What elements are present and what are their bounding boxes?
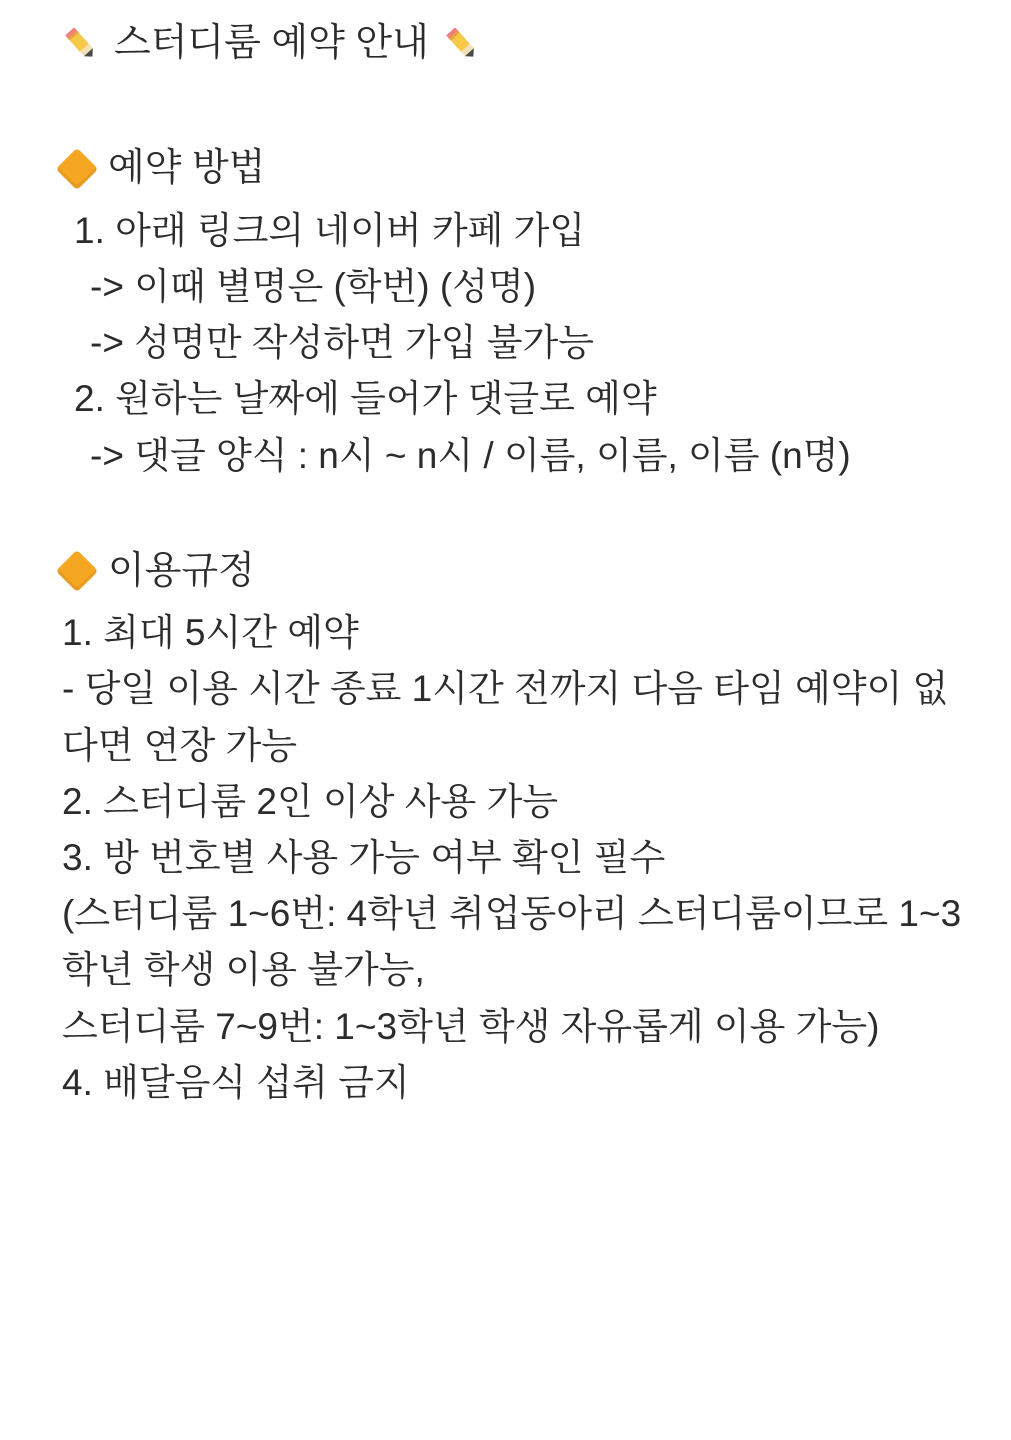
- list-item: 1. 최대 5시간 예약: [62, 612, 359, 654]
- list-item: -> 성명만 작성하면 가입 불가능: [90, 322, 594, 364]
- section-heading-label: 예약 방법: [108, 147, 266, 190]
- section-usage-rules: [62, 546, 977, 1111]
- pencil-icon: [62, 25, 100, 63]
- pencil-icon: [443, 25, 481, 63]
- list-item: 1. 아래 링크의 네이버 카페 가입: [74, 209, 586, 251]
- orange-diamond-icon: [56, 148, 98, 190]
- list-item: 2. 스터디룸 2인 이상 사용 가능: [62, 780, 558, 822]
- section-heading: [62, 546, 977, 597]
- list-item: -> 이때 별명은 (학번) (성명): [90, 265, 537, 307]
- list-item: - 당일 이용 시간 종료 1시간 전까지 다음 타임 예약이 없다면 연장 가능: [62, 668, 949, 766]
- page-title: [62, 18, 977, 69]
- list-item: -> 댓글 양식 : n시 ~ n시 / 이름, 이름, 이름 (n명): [90, 434, 851, 476]
- spacer: [62, 69, 977, 143]
- orange-diamond-icon: [56, 550, 98, 592]
- section-reservation-method: [62, 143, 977, 483]
- section-heading-label: 이용규정: [108, 549, 255, 592]
- spacer: [62, 484, 977, 546]
- list-item: (스터디룸 1~6번: 4학년 취업동아리 스터디룸이므로 1~3학년 학생 이용 불가능,: [62, 893, 962, 991]
- page-title-text: 스터디룸 예약 안내: [114, 22, 429, 64]
- list-item: 스터디룸 7~9번: 1~3학년 학생 자유롭게 이용 가능): [62, 1005, 880, 1047]
- section-heading: [62, 143, 977, 194]
- list-item: 2. 원하는 날짜에 들어가 댓글로 예약: [74, 378, 657, 420]
- list-item: 4. 배달음식 섭취 금지: [62, 1061, 410, 1103]
- list-item: 3. 방 번호별 사용 가능 여부 확인 필수: [62, 837, 666, 878]
